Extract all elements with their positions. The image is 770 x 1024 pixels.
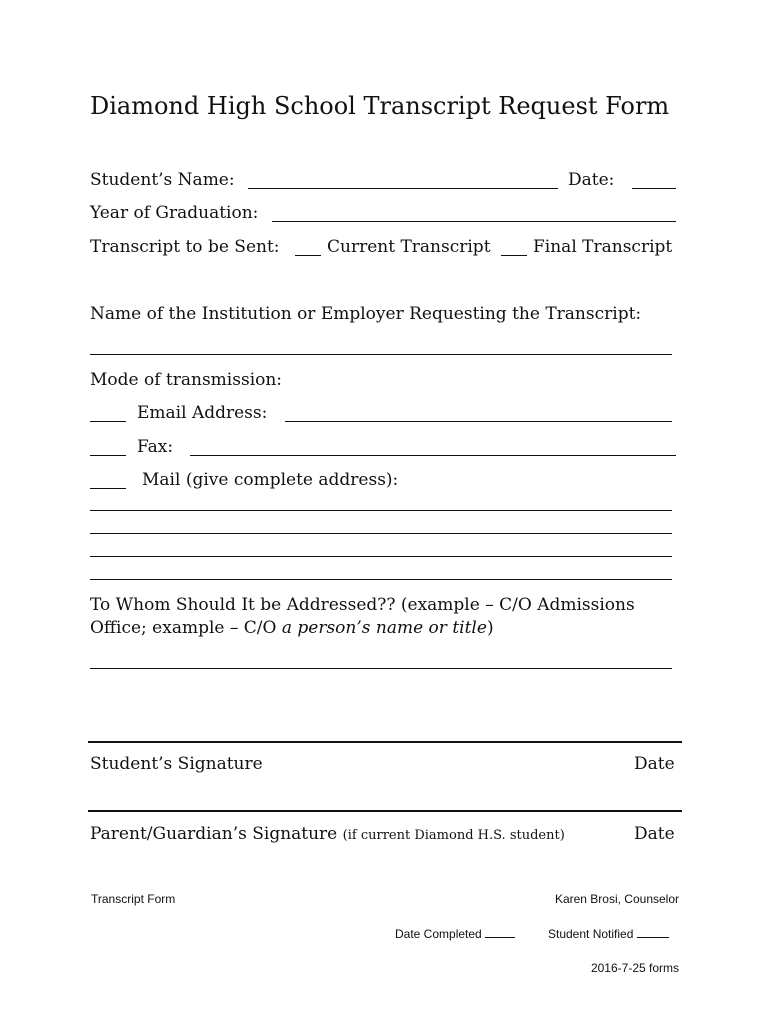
parent-signature-note: (if current Diamond H.S. student) (342, 828, 565, 843)
addressed-field[interactable] (90, 668, 672, 669)
mail-address-line[interactable] (90, 533, 672, 534)
form-title: Diamond High School Transcript Request Form (90, 92, 670, 120)
current-transcript-label: Current Transcript (327, 237, 491, 257)
fax-checkbox[interactable] (90, 455, 126, 456)
graduation-field[interactable] (272, 221, 676, 222)
student-signature-label: Student’s Signature (90, 754, 263, 774)
student-signature-date-label: Date (634, 754, 675, 774)
date-field[interactable] (632, 188, 676, 189)
mail-address-line[interactable] (90, 579, 672, 580)
graduation-label: Year of Graduation: (90, 203, 259, 223)
footer-version: 2016-7-25 forms (590, 961, 679, 975)
student-notified-field[interactable] (637, 936, 669, 938)
fax-field[interactable] (190, 455, 676, 456)
mode-label: Mode of transmission: (90, 370, 283, 390)
parent-signature-line[interactable] (88, 810, 682, 812)
parent-signature-date-label: Date (634, 824, 675, 844)
final-transcript-label: Final Transcript (533, 237, 673, 257)
parent-signature-label (90, 824, 565, 844)
student-signature-line[interactable] (88, 741, 682, 743)
footer-date-completed (395, 927, 515, 941)
final-transcript-checkbox[interactable] (501, 255, 527, 256)
transcript-sent-label: Transcript to be Sent: (90, 237, 280, 257)
email-field[interactable] (285, 421, 672, 422)
footer-counselor: Karen Brosi, Counselor (554, 892, 679, 906)
addressed-prefix: Office; example – C/O (90, 618, 282, 638)
student-name-field[interactable] (248, 188, 558, 189)
date-completed-field[interactable] (485, 936, 515, 938)
footer-form-name: Transcript Form (91, 892, 176, 906)
date-completed-label: Date Completed (395, 927, 482, 941)
email-label: Email Address: (137, 403, 268, 423)
student-name-label: Student’s Name: (90, 170, 235, 190)
mail-address-line[interactable] (90, 510, 672, 511)
institution-label: Name of the Institution or Employer Requesting the Transcript: (90, 304, 642, 324)
mail-address-line[interactable] (90, 556, 672, 557)
addressed-line-1: To Whom Should It be Addressed?? (example – C/O Admissions (90, 595, 635, 615)
student-notified-label: Student Notified (548, 927, 634, 941)
email-checkbox[interactable] (90, 421, 126, 422)
mail-label: Mail (give complete address): (142, 470, 399, 490)
addressed-italic: a person’s name or title (281, 618, 487, 638)
addressed-suffix: ) (486, 618, 494, 638)
mail-checkbox[interactable] (90, 488, 126, 489)
fax-label: Fax: (137, 437, 174, 457)
current-transcript-checkbox[interactable] (295, 255, 321, 256)
addressed-line-2 (90, 618, 494, 638)
institution-field[interactable] (90, 354, 672, 355)
date-label: Date: (568, 170, 615, 190)
parent-signature-title: Parent/Guardian’s Signature (90, 824, 338, 844)
footer-student-notified (548, 927, 669, 941)
